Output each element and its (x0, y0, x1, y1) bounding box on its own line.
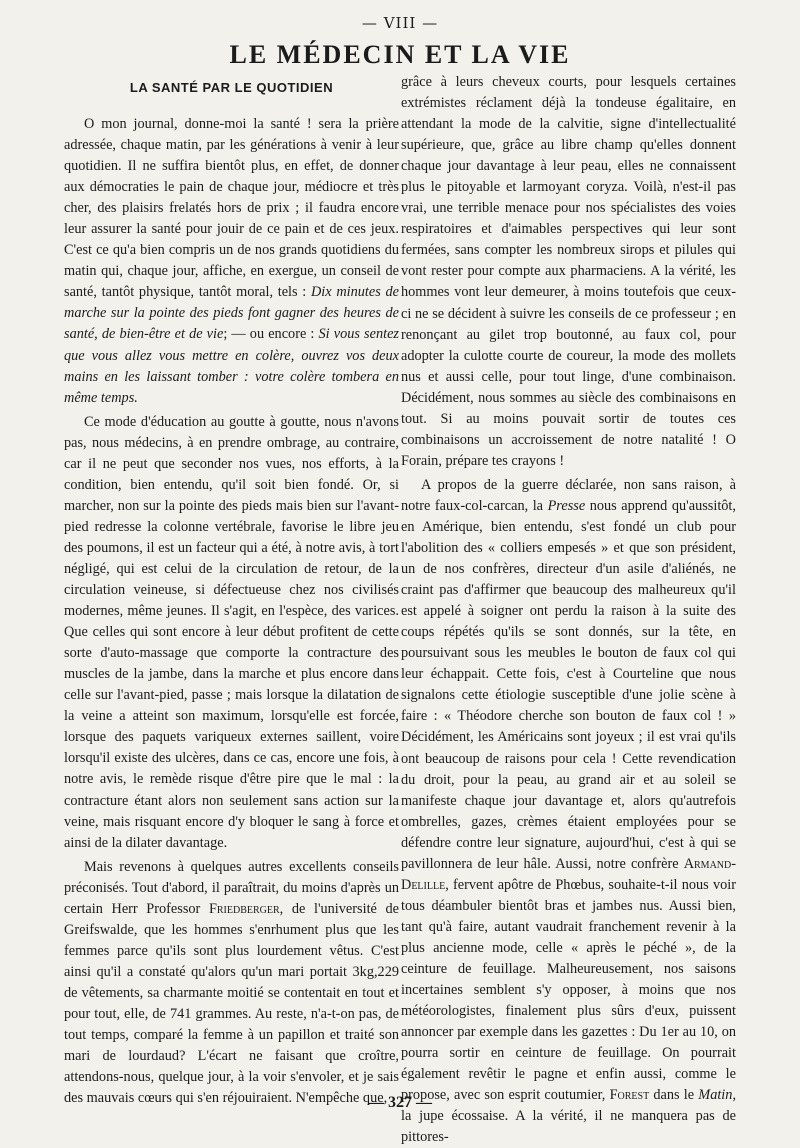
left-column (64, 80, 399, 1109)
paragraph (64, 114, 399, 409)
paragraph-text: ; — ou encore : (223, 326, 319, 343)
newspaper-name: Matin (698, 1087, 733, 1104)
paragraph-text: , de l'université de Greifswalde, que les hommes s'enrhument plus que les femmes parce qu'ils sont plus lourdement vêtus. C'est ainsi qu'il a constaté qu'alors qu'un mari portait 3kg,229 de vêtements, sa charmante moitié se contentait en tout et pour tout, elle, de 741 grammes. Au reste, n'a-t-on pas, de tout temps, comparé la femme à un papillon et traité son mari de lourdaud? L'écart ne faisant que croître, attendons-nous, quelque jour, à la voir s'envoler, et je sais des mauvais cœurs qui s'en réjouiraient. N'empêche que, (64, 900, 399, 1107)
paragraph (401, 475, 736, 1148)
paragraph-text: dans le (649, 1087, 699, 1104)
author-name: Armand-Delille (401, 855, 736, 893)
paragraph-text: nous apprend qu'aussitôt, en Amérique, bien entendu, s'est fondé un club pour l'abolition des « colliers empesés » et que son président, un de nos confrères, directeur d'un asile d'aliénés, ne craint pas d'affirmer que beaucoup des malheureux qu'il est appelé à soigner ont perdu la raison à la suite des coups répétés qu'ils se sont donnés, sur la tête, en poursuivant sous les meubles le bouton de faux col qui leur échappait. Cette fois, c'est à Courteline que nous signalons cette étiologie susceptible d'une jolie scène à faire : « Théodore cherche son bouton de faux col ! » Décidément, les Américains sont joyeux ; il est vrai qu'ils ont beaucoup de raisons pour cela ! Cette revendication du droit, pour la peau, au grand air et au soleil se manifeste chaque jour davantage et, alors qu'autrefois ombrelles, gazes, crèmes étaient employées pour se défendre contre leur signature, aujourd'hui, c'est à qui se pavillonnera de leur hâle. Aussi, notre confrère (401, 497, 736, 872)
paragraph-text: Mais revenons à quelques autres excellents conseils préconisés. Tout d'abord, il paraîtrait, du moins d'après un certain Herr Professor (64, 858, 399, 917)
quoted-advice: Dix minutes de marche sur la pointe des pieds font gagner des heures de santé, de bien-être et de vie (64, 284, 399, 343)
page-title: LE MÉDECIN ET LA VIE (229, 40, 571, 69)
roman-page-number: — VIII — (361, 14, 439, 32)
newspaper-name: Presse (547, 497, 586, 514)
paragraph: Ce mode d'éducation au goutte à goutte, nous n'avons pas, nous médecins, à en prendre ombrage, au contraire, car il ne peut que seconder nos vues, nos efforts, à la condition, bien entendu, qu'il soit bien fondé. Or, si marcher, non sur la pointe des pieds mais bien sur l'avant-pied redresse la colonne vertébrale, favorise le libre jeu des poumons, il est un facteur qui a été, à notre avis, à tort négligé, qui est celui de la circulation de retour, de la circulation veineuse, si défectueuse chez nos civilisés modernes, même jeunes. Il s'agit, en l'espèce, des varices. Que celles qui sont encore à leur début profitent de cette sorte d'auto-massage que comporte la contracture des muscles de la jambe, dans la marche et plus encore dans celle sur l'avant-pied, passe ; mais lorsque la dilatation de la veine a atteint son maximum, lorsqu'elle est forcée, lorsque des paquets variqueux externes saillent, voire lorsqu'il existe des ulcères, dans ce cas, encore une fois, à notre avis, le remède risque d'être pire que le mal : la contracture étant alors non seulement sans action sur la veine, mais risquant encore d'y bloquer le sang à force et ainsi de la dilater davantage. (64, 413, 399, 851)
paragraph-text: , fervent apôtre de Phœbus, souhaite-t-il nous voir tous déambuler bientôt bras et jambes nus. Aussi bien, tant qu'à faire, autant vaudrait franchement revenir à la plus ancienne mode, celle « après le péché », de la ceinture de feuillage. Malheureusement, nos saisons incertaines semblent s'y opposer, à moins que nos météorologistes, finalement plus sûrs d'eux, puissent annoncer par exemple dans les gazettes : Du 1er au 10, on pourra sortir en ceinture de feuillage. On pourrait également revêtir le pagne et enfin aussi, comme le propose, avec son esprit coutumier, (401, 876, 736, 1104)
paragraph-text: , la jupe écossaise. A la vérité, il ne manquera pas de pittores- (401, 1087, 737, 1146)
paragraph-text: A propos de la guerre déclarée, non sans raison, à notre faux-col-carcan, la (401, 476, 736, 514)
quoted-advice: Si vous sentez que vous allez vous mettre en colère, ouvrez vos deux mains en les laissant tomber : votre colère tombera en même temps. (64, 326, 399, 406)
paragraph (64, 857, 399, 1110)
author-name: Friedberger (208, 900, 280, 917)
section-heading: LA SANTÉ PAR LE QUOTIDIEN (129, 80, 334, 95)
author-name: Forest (609, 1087, 650, 1104)
right-column (401, 72, 736, 1148)
paragraph: grâce à leurs cheveux courts, pour lesquels certaines extrémistes réclament déjà la tondeuse égalitaire, en attendant la mode de la calvitie, signe d'intellectualité supérieure, que, grâce au libre champ qu'elles donnent chaque jour davantage à leur peau, elles ne connaissent plus le pitoyable et larmoyant coryza. Voilà, n'est-il pas vrai, une terrible menace pour nos spécialistes des voies respiratoires et d'aimables perspectives qui leur sont fermées, sans compter les nombreux sirops et pilules qui vont rester pour compte aux pharmaciens. A la vérité, les hommes vont leur demeurer, à moins toutefois que ceux-ci ne se décident à suivre les conseils de ce professeur ; en renonçant au gilet trop boutonné, au faux col, pour adopter la culotte courte de coureur, la mode des mollets nus et aussi celle, pour tout linge, d'une combinaison. Décidément, nous sommes au siècle des combinaisons en tout. Si au moins pouvait sortir de toutes ces combinaisons un accroissement de notre natalité ! O Forain, prépare tes crayons ! (401, 74, 736, 469)
paragraph-text: O mon journal, donne-moi la santé ! sera la prière adressée, chaque matin, par les générations à venir à leur quotidien. Il ne suffira bientôt plus, en effet, de donner aux démocraties le pain de chaque jour, médiocre et très cher, des plaisirs frelatés hors de prix ; il faudra encore leur assurer la santé pour jouir de ce pain et de ces jeux. C'est ce qu'a bien compris un de nos grands quotidiens du matin qui, chaque jour, affiche, en exergue, un conseil de santé, tantôt physique, tantôt moral, tels : (64, 116, 399, 301)
page-number: — 327 — (368, 1094, 432, 1111)
